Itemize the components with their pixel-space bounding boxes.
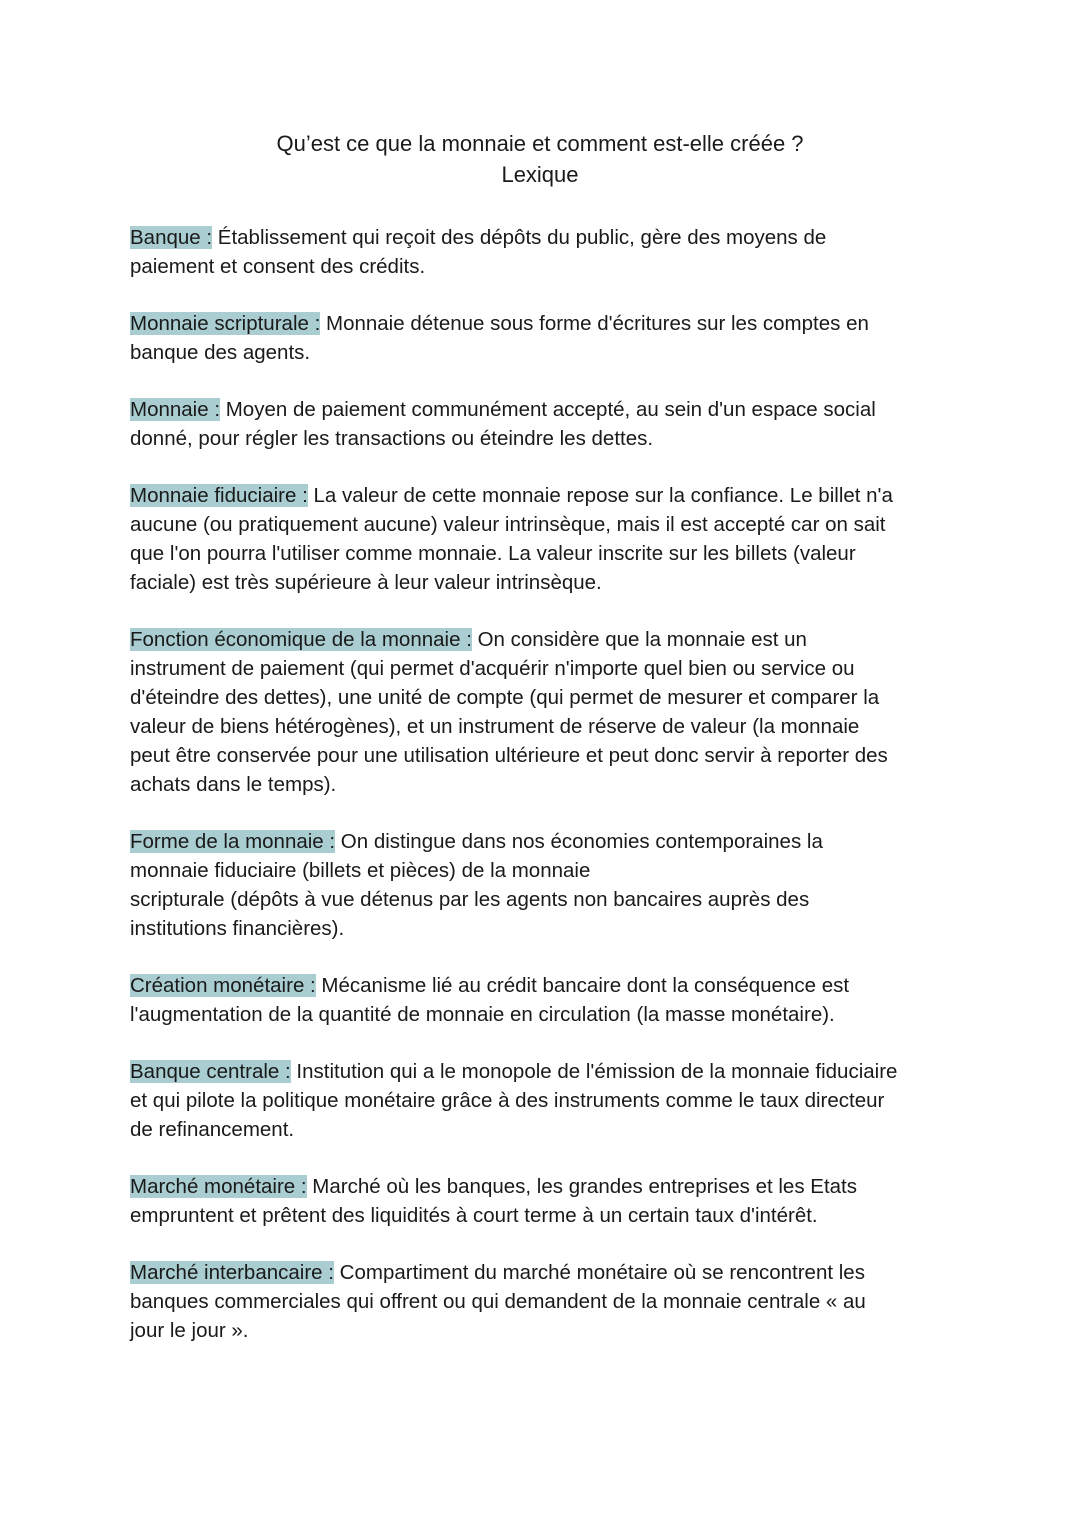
glossary-term: Banque centrale : xyxy=(130,1060,291,1083)
glossary-definition: On distingue dans nos économies contemporaines la monnaie fiduciaire (billets et pièces) de la monnaie scripturale (dépôts à vue détenus par les agents non bancaires auprès des institutions financières). xyxy=(130,830,823,940)
glossary-definition: Moyen de paiement communément accepté, au sein d'un espace social donné, pour régler les transactions ou éteindre les dettes. xyxy=(130,398,876,450)
glossary-entry-marche-monetaire xyxy=(130,1172,950,1230)
glossary-definition: La valeur de cette monnaie repose sur la confiance. Le billet n'a aucune (ou pratiquement aucune) valeur intrinsèque, mais il est accepté car on sait que l'on pourra l'utiliser comme monnaie. La valeur inscrite sur les billets (valeur faciale) est très supérieure à leur valeur intrinsèque. xyxy=(130,484,893,594)
glossary-entry-banque-centrale xyxy=(130,1057,950,1144)
glossary-term: Banque : xyxy=(130,226,213,249)
glossary-entry-fonction-economique xyxy=(130,625,950,799)
glossary-definition: Institution qui a le monopole de l'émission de la monnaie fiduciaire et qui pilote la politique monétaire grâce à des instruments comme le taux directeur de refinancement. xyxy=(130,1060,898,1141)
glossary-term: Monnaie scripturale : xyxy=(130,312,321,335)
glossary-definition: Mécanisme lié au crédit bancaire dont la conséquence est l'augmentation de la quantité de monnaie en circulation (la masse monétaire). xyxy=(130,974,850,1026)
glossary-definition: Compartiment du marché monétaire où se rencontrent les banques commerciales qui offrent ou qui demandent de la monnaie centrale « au jour le jour ». xyxy=(130,1261,866,1342)
glossary-definition: Marché où les banques, les grandes entreprises et les Etats empruntent et prêtent des liquidités à court terme à un certain taux d'intérêt. xyxy=(130,1175,857,1227)
glossary-term: Forme de la monnaie : xyxy=(130,830,336,853)
glossary-term: Monnaie : xyxy=(130,398,221,421)
glossary-entry-banque xyxy=(130,223,950,281)
document-header xyxy=(0,128,1080,190)
page-subtitle: Lexique xyxy=(501,162,579,187)
glossary-entry-forme-monnaie xyxy=(130,827,950,943)
glossary-list xyxy=(130,223,950,1373)
glossary-entry-monnaie-scripturale xyxy=(130,309,950,367)
glossary-term: Fonction économique de la monnaie : xyxy=(130,628,472,651)
glossary-term: Création monétaire : xyxy=(130,974,316,997)
glossary-definition: On considère que la monnaie est un instrument de paiement (qui permet d'acquérir n'importe quel bien ou service ou d'éteindre des dettes), une unité de compte (qui permet de mesurer et comparer la valeur de biens hétérogènes), et un instrument de réserve de valeur (la monnaie peut être conservée pour une utilisation ultérieure et peut donc servir à reporter des achats dans le temps). xyxy=(130,628,888,796)
glossary-entry-marche-interbancaire xyxy=(130,1258,950,1345)
glossary-term: Marché interbancaire : xyxy=(130,1261,334,1284)
glossary-entry-monnaie-fiduciaire xyxy=(130,481,950,597)
glossary-entry-creation-monetaire xyxy=(130,971,950,1029)
page-title: Qu’est ce que la monnaie et comment est-elle créée ? xyxy=(276,131,804,156)
glossary-entry-monnaie xyxy=(130,395,950,453)
glossary-definition: Établissement qui reçoit des dépôts du public, gère des moyens de paiement et consent des crédits. xyxy=(130,226,827,278)
glossary-definition: Monnaie détenue sous forme d'écritures sur les comptes en banque des agents. xyxy=(130,312,869,364)
glossary-term: Monnaie fiduciaire : xyxy=(130,484,308,507)
glossary-term: Marché monétaire : xyxy=(130,1175,307,1198)
